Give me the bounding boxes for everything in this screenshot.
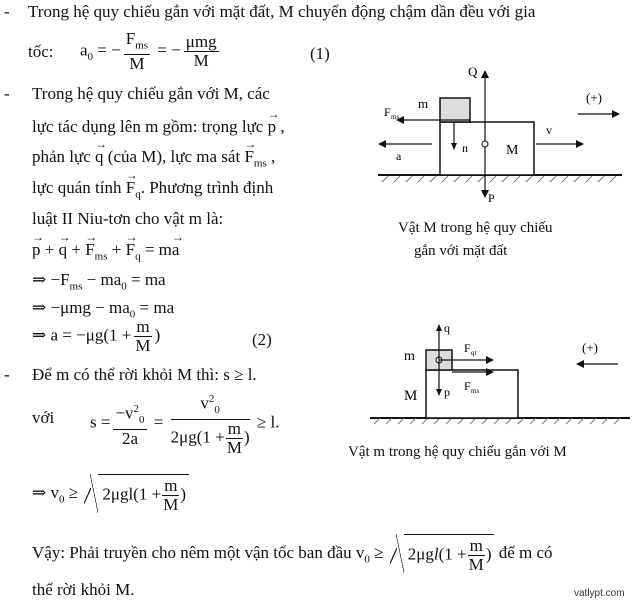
figure1-caption-line2: gắn với mặt đất (414, 243, 508, 259)
label-a0: a (396, 149, 402, 163)
label-n: n (462, 141, 468, 155)
svg-text:q: q (444, 321, 450, 335)
svg-text:ms: ms (471, 387, 480, 395)
conclusion-line1: Vậy: Phải truyền cho nêm một vận tốc ban đầu $v_0 \ge 2\mu gl(1$ + $\frac{m}{M}$ ) để m có (32, 536, 553, 574)
svg-text:F: F (464, 379, 471, 393)
para1-line1: Trong hệ quy chiếu gắn với mặt đất, M chuyển động chậm dần đều với gia (28, 2, 536, 21)
para2-line2: lực tác dụng lên m gồm: trọng lực → p , (32, 117, 285, 137)
equation-fms: ⇒ $-F_{ms} - ma_0$ = ma (32, 270, 166, 293)
para3-voi: với (32, 408, 55, 427)
direction-plus-2: (+) (582, 340, 598, 355)
watermark: vatlypt.com (574, 588, 625, 599)
newton-equation: → p + → q + → $F_{ms}$ + → $F_q = m\to a$ (32, 240, 179, 266)
svg-text:M: M (404, 388, 418, 404)
equation-number-2: (2) (252, 330, 272, 349)
label-P: P (488, 191, 495, 205)
figure2-caption: Vật m trong hệ quy chiếu gắn với M (348, 444, 567, 460)
para2-line1: Trong hệ quy chiếu gắn với M, các (32, 84, 270, 103)
equation-2: ⇒ a = −μg(1 + $\frac{m}{M}$ ) (32, 317, 161, 355)
para2-line3: phản lực → q (của M), lực ma sát → $F_{ms}$ , (32, 147, 275, 173)
direction-plus-1: (+) (586, 90, 602, 105)
bullet-3: - (4, 365, 10, 384)
figure-2-diagram (360, 318, 640, 428)
figure-1-diagram (360, 60, 640, 210)
svg-text:F: F (464, 341, 471, 355)
svg-text:p: p (444, 385, 450, 399)
equation-1: $a_0$ = − $\frac{F_{ms}}{M}$ = − $\frac{\text{μmg}}{M}$ (80, 29, 217, 74)
block-m (440, 98, 470, 122)
label-v0: v (546, 123, 552, 137)
para2-line5: luật II Niu-tơn cho vật m là: (32, 209, 224, 228)
label-Fms: F (384, 105, 391, 119)
para3-line1: Để m có thể rời khỏi M thì: s ≥ l. (32, 365, 257, 384)
equation-v0: ⇒ $v_0 \ge 2\mu gl(1$ + $\frac{m}{M}$ ) (32, 474, 189, 514)
bullet-1: - (4, 2, 10, 21)
label-Q: Q (468, 64, 478, 79)
conclusion-line2: thể rời khỏi M. (32, 580, 135, 599)
svg-text:qt: qt (471, 349, 477, 357)
equation-number-1: (1) (310, 44, 330, 63)
label-m: m (418, 96, 429, 111)
svg-text:ms: ms (391, 113, 400, 121)
para1-line2-prefix: tốc: (28, 42, 54, 61)
svg-text:m: m (404, 349, 415, 364)
equation-mumg: ⇒ $-\mu mg - ma_0$ = ma (32, 298, 175, 321)
equation-s: s = $\frac{-v^2_0}{2a}$ = $v^2_0$ 2μg(1 + $\frac{m}{M}$ ) ≥ l. (90, 390, 279, 457)
para2-line4: lực quán tính → $F_q$. Phương trình định (32, 178, 273, 204)
label-M: M (506, 143, 519, 158)
figure1-caption-line1: Vật M trong hệ quy chiếu (398, 220, 553, 236)
bullet-2: - (4, 84, 10, 103)
